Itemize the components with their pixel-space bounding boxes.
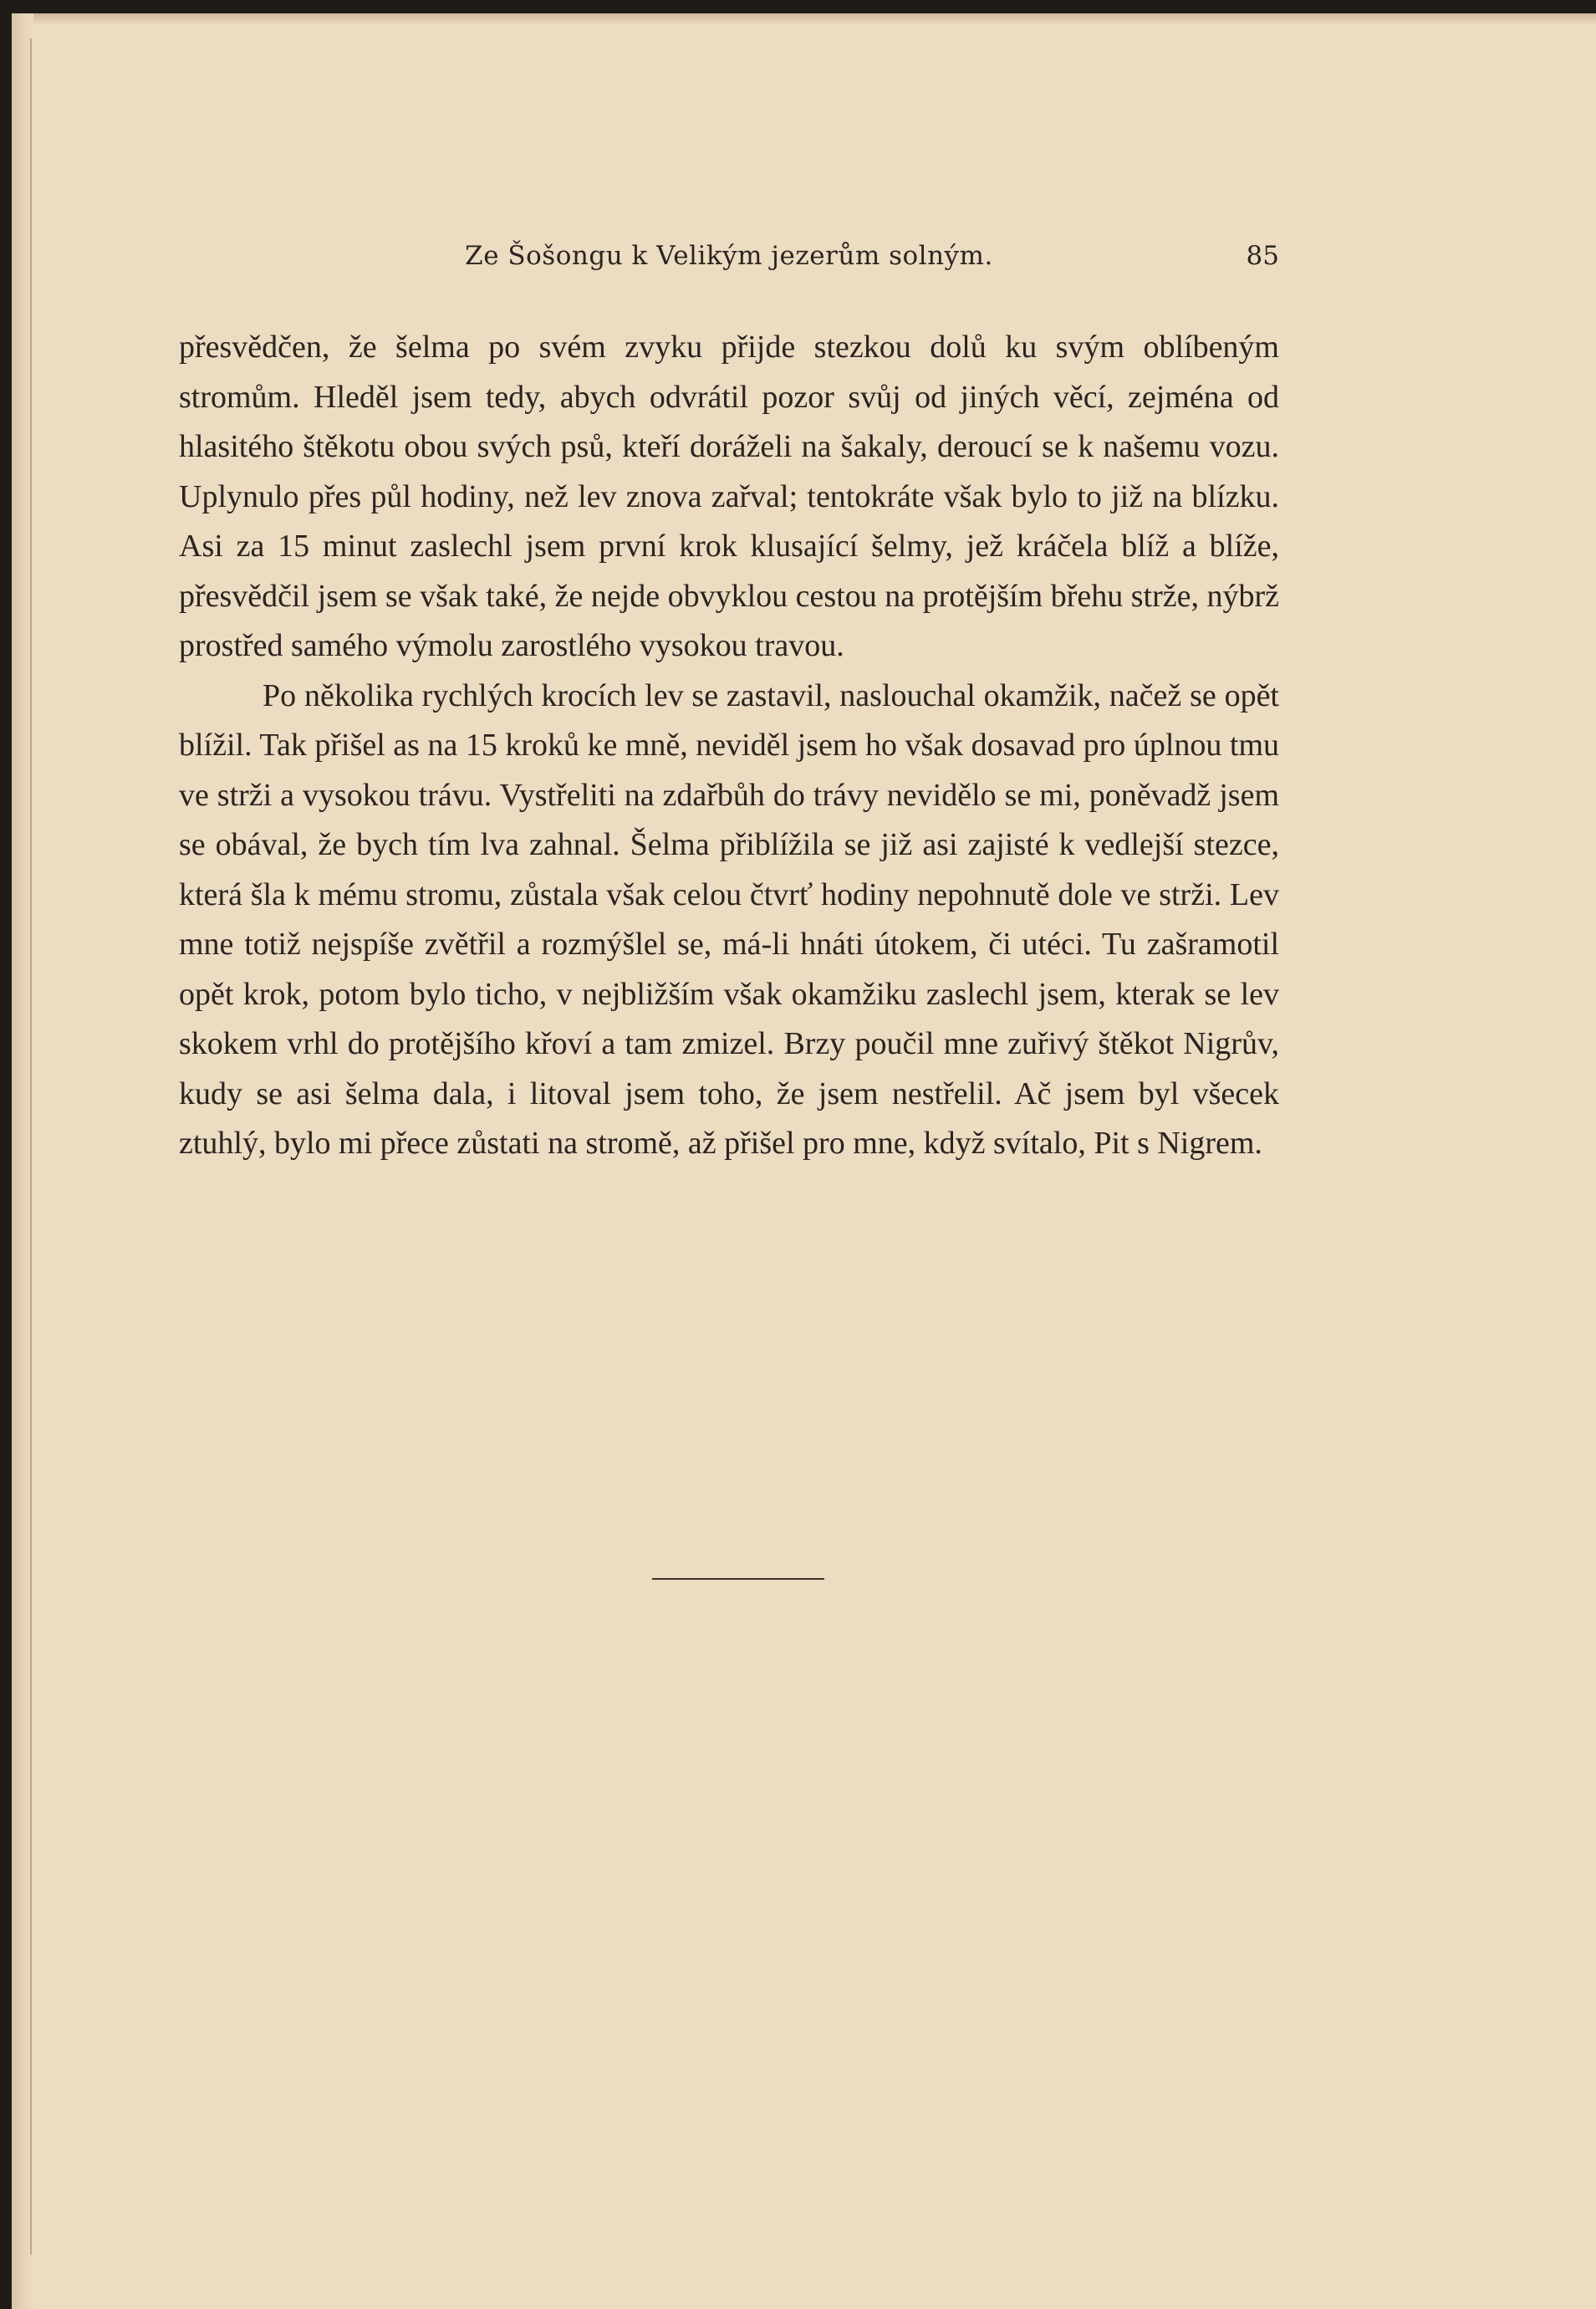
paragraph-continued: přesvědčen, že šelma po svém zvyku přijde stezkou dolů ku svým oblíbeným stromům. Hleděl jsem tedy, abych odvrátil pozor svůj od jiných věcí, zejména od hlasitého štěkotu obou svých psů, kteří doráželi na šakaly, deroucí se k našemu vozu. Uplynulo přes půl hodiny, než lev znova zařval; tentokráte však bylo to již na blízku. Asi za 15 minut zaslechl jsem první krok klusající šelmy, jež kráčela blíž a blíže, přesvědčil jsem se však také, že nejde obvyklou cestou na protějším břehu strže, nýbrž prostřed samého výmolu zarostlého vysokou travou. [179, 329, 1279, 663]
running-head [179, 241, 1279, 283]
page-top-shadow [12, 13, 1596, 25]
body-text [179, 323, 1279, 1169]
running-head-title: Ze Šošongu k Velikým jezerům solným. [465, 241, 993, 271]
page-number: 85 [1246, 241, 1279, 271]
section-end-rule [652, 1578, 824, 1580]
paragraph: Po několika rychlých krocích lev se zastavil, naslouchal okamžik, načež se opět blížil. Tak přišel as na 15 kroků ke mně, neviděl jsem ho však dosavad pro úplnou tmu ve strži a vysokou trávu. Vystřeliti na zdařbůh do trávy nevidělo se mi, poněvadž jsem se obával, že bych tím lva zahnal. Šelma přiblížila se již asi zajisté k vedlejší stezce, která šla k mému stromu, zůstala však celou čtvrť hodiny nepohnutě dole ve strži. Lev mne totiž nejspíše zvětřil a rozmýšlel se, má-li hnáti útokem, či utéci. Tu zašramotil opět krok, potom bylo ticho, v nejbližším však okamžiku zaslechl jsem, kterak se lev skokem vrhl do protějšího křoví a tam zmizel. Brzy poučil mne zuřivý štěkot Nigrův, kudy se asi šelma dala, i litoval jsem toho, že jsem nestřelil. Ač jsem byl všecek ztuhlý, bylo mi přece zůstati na stromě, až přišel pro mne, když svítalo, Pit s Nigrem. [179, 677, 1279, 1161]
binding-line [30, 38, 32, 2255]
book-page [12, 13, 1596, 2309]
